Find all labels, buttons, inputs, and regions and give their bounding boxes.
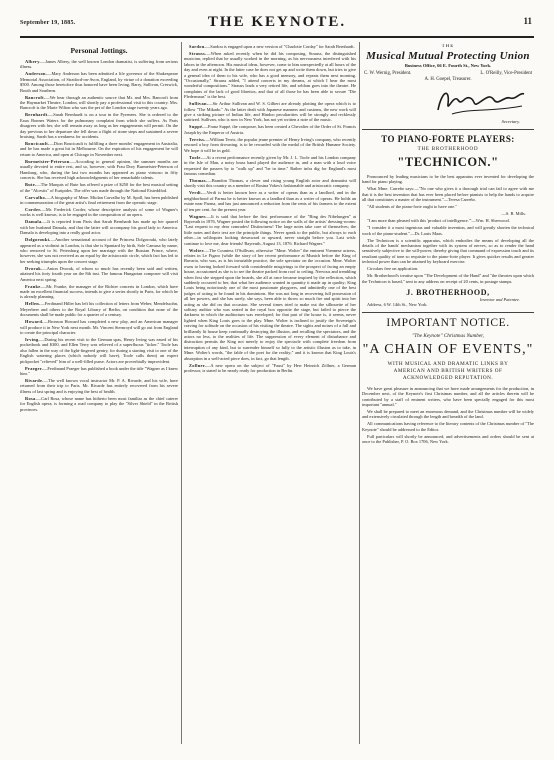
divider <box>362 312 534 313</box>
jotting-heading: Terriss. <box>189 136 206 142</box>
paragraph: Pronounced by leading musicians to be the best apparatus ever invented for developing the hand for piano playing. <box>362 174 534 185</box>
paragraph: We have great pleasure in announcing that we have made arrangements for the production, in December next, of the Keynote's first Christmas number, and all the articles therein will be contributed by a staff of eminent writers, who have been specially engaged for this most important "annual." <box>362 385 534 408</box>
jottings-list <box>184 44 356 374</box>
jotting-heading: Albery. <box>25 59 41 64</box>
officer-treasurer: A. H. Goepel, Treasurer. <box>424 77 472 82</box>
secretary-label: Secretary. <box>501 119 520 124</box>
jotting-heading: Strauss. <box>189 51 207 56</box>
jotting-body: —The Countess O'Sullivan, otherwise "Mme. Wolter" the eminent Viennese actress, relates in Le Figaro (while the story of her recent performance at Munich before the King of Bavaria, who was, as is his invariable practice, the sole spectator on the occasion. Mme. Wolter owns to having looked forward with considerable misgivings to the prospect of facing an empty house, accustomed as she is to see the theatre packed from roof to ceiling. Nervous and trembling when first she stepped upon the boards, she all at once became inspired by the reflection, which suddenly occurred to her, that what her audience wanted in quantity it made up in quality; King Louis being notoriously one of the most passionate playgoers, and admittedly one of the best judges of acting to be found in his dominions. She was not long in recovering full possession of all her powers, and she has rarely, she says, been able to throw so much fire and spirit into her acting as she did on that occasion. She several times tried to make out the silhouette of her solitary auditor who was seated in the royal box opposite the stage, but failed to pierce the darkness in which the auditorium was enveloped; for that part of the house is, it seems, never lighted when King Louis goes to the play. Mme. Wolter is inclined to justify the Sovereign's craving for solitude on the occasion of his visiting the theatre. The sights and noises of a full and brilliantly lit house keep continually destroying the illusion, and recalling the spectators, and the actors no less, to the realities of life. The suppression of every element of disturbance and distraction permits the King not merely to enjoy the spectacle with complete freedom from interruption of any kind, but to surrender himself so fully to the artistic illusion as to take, in Mme. Wolter's words, "the fable of the poet for the reality;" and it is known that King Louis's absorption in a well-acted piece does, in fact, go that length. <box>184 247 356 361</box>
jotting-body: —It is reported from Paris that Sarah Bernhardt has made up her quarrel with her husband Damala, and that the latter will accompany his good lady to America. Damala is developing into a really good actor. <box>20 219 178 236</box>
ad-the: THE <box>441 44 455 49</box>
jotting-body: —Brandon Thomas, a clever and rising young English actor and dramatist will shortly visit this country as a member of Rosina Vokes's fashionable and aristocratic company. <box>184 177 356 189</box>
jotting-body: —Sarah Bernhardt is on a tour in the Pyrenees. She is ordered to the Eaux Bonnes Waters for the pulmonary complaint from which she suffers. As Paris disagrees with her, she will remain away as long as her engagements will permit. On the day previous to her departure she fell down a flight of stone steps and sustained a severe bruising. Sarah has a weakness for accidents. <box>20 112 178 140</box>
brotherhood-label: THE BROTHERHOOD <box>417 147 479 152</box>
jotting-body: —Dion Boucicault is fulfilling a three months' engagement in Australia, and he has made a great hit in Melbourne. On the expiration of his engagement he will return to America, and open at Chicago in November next. <box>20 141 178 157</box>
caption-line: ACKNOWLEDGED REPUTATION. <box>402 375 494 382</box>
christmas-notice-copy <box>362 386 534 445</box>
jotting-heading: Bancroft. <box>25 94 46 100</box>
jotting-item <box>184 124 356 135</box>
officer-president: C. W. Wernig, President. <box>364 71 412 76</box>
page-header <box>20 12 534 34</box>
jotting-body: —It is said that before the first performance of the "Ring des Nibelungen" at Bayreuth in 1876, Wagner posted the following notice on the walls of the artists' dressing-rooms: "Last request to my dear comrades! Distinctness! The large notes take care of themselves; the little notes and their text are the principle things. Never speak to the public, but always to each other—in soliloquies looking downward or upward, never straight before you. Last wish: continue to love me, dear friends! Bayreuth, August 13, 1876. Richard Wagner." <box>184 213 356 246</box>
paragraph: All communications having reference to the literary contents of the Christmas number of "The Keynote" should be addressed to the Editor. <box>362 421 534 432</box>
inventor-role: Inventor and Patentee. <box>479 297 520 303</box>
jotting-item <box>184 214 356 246</box>
jotting-heading: Anderson. <box>25 71 48 77</box>
paragraph: "I consider it a most ingenious and valuable invention, and will greatly shorten the technical work of the piano-student."—Dr. Louis Maas. <box>362 225 534 236</box>
jotting-heading: Wolter. <box>189 247 205 253</box>
jotting-heading: Suppé. <box>189 124 204 130</box>
jotting-item <box>184 248 356 362</box>
jotting-item <box>184 178 356 189</box>
jotting-heading: Sardou. <box>189 44 206 49</box>
jotting-heading: Toole. <box>189 154 202 160</box>
union-name: Musical Mutual Protecting Union <box>366 50 530 62</box>
jotting-body: —We hear through an authentic source that Mr. and Mrs. Bancroft from the Haymarket Theatre, London, will shortly pay a professional visit to this country. Mrs. Bancroft is the Marie Wilton who was the pet of the London stage twenty years ago. <box>20 94 178 111</box>
officer-vice-president: L. O'Reilly, Vice-President <box>480 71 532 76</box>
caption-line: AMERICAN AND BRITISH WRITERS OF <box>393 368 503 375</box>
musical-links-caption <box>362 361 534 381</box>
christmas-number-label: "The Keynote" Christmas Number, <box>412 333 484 340</box>
jotting-item <box>20 284 178 300</box>
header-rule <box>20 36 534 38</box>
jotting-heading: Verdi. <box>189 190 203 196</box>
technicon-copy <box>362 174 534 210</box>
jotting-body: —According to general opinion, the summer months are usually devoted to entire rest, and so, however, with Frau Dory Burmeister-Peterson of Hamburg, who, during the last two months has appeared as piano virtuoso in fifty concerts. She has received high acknowledgments of her remarkable talents. <box>20 158 178 181</box>
paragraph: Full particulars will shortly be announced, and advertisements and orders should be sent at once to the Publisher, P. O. Box 1706, New York. <box>362 433 534 445</box>
jotting-heading: Thomas. <box>189 177 208 183</box>
jotting-item <box>184 101 356 123</box>
jotting-item <box>20 95 178 111</box>
jotting-item <box>184 44 356 49</box>
column-advertisements <box>362 44 534 744</box>
paragraph: We shall be prepared to meet an enormous demand, and the Christmas number will be widely and extensively circulated through the length and breadth of the land. <box>362 409 534 420</box>
jotting-item <box>20 195 178 206</box>
page-number: 11 <box>523 16 532 26</box>
jotting-heading: Franke. <box>25 283 42 289</box>
jotting-body: —The Marquis of Bute has offered a prize of $250 for the best musical setting of the "Alcestis" of Euripides. The offer was made through the National Eisteddfod. <box>20 182 178 193</box>
jotting-item <box>20 337 178 364</box>
column-jottings-continued <box>184 44 356 744</box>
jotting-body: —The well known vocal instructor Mr. P. A. Rivarde, and his wife, have returned from their trip to Paris. Mr. Rivarde has entirely recovered from his severe illness of last spring and is enjoying the best of health. <box>20 378 178 394</box>
jotting-item <box>20 219 178 235</box>
jotting-item <box>20 141 178 157</box>
jotting-item <box>20 378 178 394</box>
jotting-heading: Dvorak. <box>25 265 43 271</box>
paragraph: Mr. Brotherhood's treatise upon "The Development of the Hand" and "the theories upon which the Technicon is based," sent to any address on receipt of 20 cents, in postage stamps. <box>362 273 534 284</box>
jotting-item <box>184 51 356 100</box>
union-officers <box>362 71 534 76</box>
union-address: Business Office, 66 E. Fourth St., New York. <box>404 63 492 68</box>
chain-of-events-title: "A CHAIN OF EVENTS," <box>362 342 534 358</box>
jotting-item <box>20 59 178 70</box>
paragraph: "All students of the piano-forte ought to have one." <box>367 204 458 210</box>
caption-line: WITH MUSICAL AND DRAMATIC LINKS BY <box>387 361 509 368</box>
paragraph: The Technicon is a scientific apparatus, which embodies the means of developing all the details of the hands' mechanism together with its system of nerves, so as to render the hand sensitively subjective to the will-power, thereby giving that command of expression touch and its resultant quality of tone so requisite to the piano-forte player. It gives quicker results and greater technical power than can be attained by keyboard exercise. <box>362 237 534 265</box>
jotting-body: —Bronson Howard has completed a new play, and an American manager will produce it in New York next month. Mr. Vincent Sternroyd will go out from England to create the principal character. <box>20 319 178 335</box>
secretary-signature-block <box>362 84 534 124</box>
masthead-title: THE KEYNOTE. <box>207 14 347 30</box>
jotting-heading: Rosa. <box>25 395 37 401</box>
inventor-name: J. BROTHERHOOD, <box>406 288 490 298</box>
jotting-body: —Anton Dvorak, of whom so much has recently been said and written, attained his forty fourth year on the 8th inst. The famous Hungarian composer will visit America next spring. <box>20 265 178 282</box>
technicon-headline: TO PIANO-FORTE PLAYERS: <box>381 134 515 144</box>
jotting-body: —Mary Anderson has been admitted a life governor of the Shakespeare Memorial Association, of Stratford-on-Avon, England, by virtue of a donation exceeding $500. Among those heretofore thus honored have been Irving, Barry, Sullivan, Creswick, Booth and Southern. <box>20 71 178 93</box>
jotting-heading: Corder. <box>25 206 42 212</box>
union-advertisement <box>362 44 534 68</box>
jotting-body: —William Terris, the popular jeune premier of Henry Irving's company, who recently rescued a boy from drowning, is to be rewarded with the medal of the British Humane Society. We hope it will be in gold. <box>184 136 356 153</box>
divider <box>362 129 534 130</box>
technicon-title: "TECHNICON." <box>397 155 499 169</box>
jotting-body: —During his recent visit to the German spas, Henry Irving was eased of his pocketbook and $300, and Ellen Terry was relieved of a superfluous "ticker." Toole has also fallen in the way of the light-fingered gentry, for during a starting visit to one of the English watering places (which nobody will have), Toole calls them) an expert pickpocket "relieved" him of a well-filled purse. Actors are proverbially improvident. <box>20 337 178 364</box>
jotting-body: —Verdi is better known here as a writer of operas than as a landlord, and in the neighborhood of Parma he is better known as a landlord than as a writer of operas. He holds an estate near Parma, and has just announced a reduction from the rents of his farmers to the extent of ten per cent. for the present year. <box>184 190 356 212</box>
jotting-heading: Wagner. <box>189 213 207 219</box>
jotting-item <box>184 137 356 153</box>
jotting-item <box>184 190 356 212</box>
paragraph: What Mme. Carreño says:—"No one who gives it a thorough trial can fail to agree with me that it is the best invention that has ever been placed before pianists to help the hands to acquire all that constitutes a master of the instrument."—Teresa Carreño. <box>362 186 534 203</box>
jotting-item <box>20 237 178 264</box>
jotting-body: —A biography of Mme. Miolan Carvalho by M. Spoll, has been published in commemoration of the great artist's final retirement from the operatic stage. <box>20 194 178 205</box>
jotting-item <box>20 112 178 139</box>
jotting-heading: Boucicault. <box>25 141 50 147</box>
jotting-heading: Hellen. <box>25 301 41 307</box>
jotting-item <box>20 396 178 412</box>
jotting-body: —Ferdinand Praeger has published a book under the title "Wagner as I knew him." <box>20 365 178 377</box>
jotting-body: —Mr. Frederick Corder, whose descriptive analysis of some of Wagner's works is well known, is to be engaged in the composition of an opera. <box>20 206 178 218</box>
jotting-heading: Bute. <box>25 182 37 188</box>
jotting-heading: Irving. <box>25 337 40 342</box>
jotting-body: —Sardou is engaged upon a new version of "Charlotte Corday" for Sarah Bernhardt. <box>205 44 355 49</box>
jotting-heading: Burmeister-Peterson. <box>25 158 71 164</box>
jotting-body: —James Albery, the well known London dramatist, is suffering from serious illness. <box>20 59 178 70</box>
jotting-item <box>20 207 178 218</box>
jotting-body: —When asked recently when he did his composing, Strauss, the distinguished musician, replied that he usually worked in the morning, as his nervousness interfered with his labors in the afternoon. His musical ideas, however, come to him unexpectedly at all hours of the day and even at night. In the latter case he does not get up and write them down, but tries to give a general idea of them to his wife, who has a good memory, and repeats them next morning. "Occasionally," Strauss added, "I attend concerts in my dreams, at which I hear the most wonderful compositions." Strauss leads a very retired life, and seldom goes into the theatre. He complains of the lack of good librettos, and that of all those he has been able to secure "Die Fledermaus" is the best. <box>184 51 356 100</box>
jotting-body: —At a recent performance recently given by Mr. J. L. Toole and his London company in the Isle of Man, a noisy brass band played the audience in, and a man with a loud voice requested the passers by to "walk up" and "be in time." Rather infra dig for England's most famous comedian. <box>184 154 356 176</box>
jotting-heading: Sullivan. <box>189 101 209 107</box>
jotting-body: —Ferdinand Hiller has left his collection of letters from Weber, Mendelssohn, Meyerbeer and others to the Royal Library of Berlin, on condition that none of the documents shall be made public for a quarter of a century. <box>20 301 178 318</box>
jotting-heading: Rivarde. <box>25 378 44 384</box>
jotting-body: —Carl Rosa, whose name has hitherto been most familiar as the chief caterer for English opera, is forming a road company to play the "Silver Shield" in the British provinces. <box>20 395 178 412</box>
jotting-heading: Howard. <box>25 319 44 325</box>
jotting-heading: Damala. <box>25 219 43 225</box>
jotting-item <box>20 366 178 377</box>
column-divider <box>181 42 182 744</box>
column-divider <box>359 42 360 744</box>
jotting-body: —Mr. Franke, the manager of the Richter concerts in London, which have made an excellent financial success, intends to give a series shortly in Paris, for which he is already planning. <box>20 283 178 300</box>
technicon-copy-continued <box>362 218 534 284</box>
column-personal-jottings <box>20 44 178 744</box>
signature-flourish-icon <box>432 84 528 118</box>
paragraph: "I am more than pleased with this 'product of intelligence.'"—Wm. H. Sherwood. <box>367 218 510 224</box>
jotting-item <box>184 155 356 177</box>
jotting-heading: Zollner. <box>189 362 206 368</box>
jotting-heading: Carvalho. <box>25 194 47 200</box>
section-title: Personal Jottings. <box>70 46 128 55</box>
jotting-item <box>20 266 178 282</box>
jotting-heading: Praeger. <box>25 365 43 371</box>
jotting-item <box>20 319 178 335</box>
jotting-body: —A new opera on the subject of "Faust" by Herr Heinrich Zöllner, a German professor, is stated to be nearly ready for production in Berlin. <box>184 362 356 374</box>
testimonial-signature: —S. B. Mills. <box>501 211 526 217</box>
important-notice-title: IMPORTANT NOTICE. <box>386 317 510 330</box>
jotting-body: —Franz Suppé, the composer, has been created a Chevalier of the Order of St. Francis Joseph by the Emperor of Austria. <box>184 124 356 135</box>
jotting-body: —Another sensational account of the Princess Dolgorouki, who lately appeared as a violinist in London, is that she is Spaniard by birth, Sole Camusa by name, who removed to St. Petersburg upon her marriage with the Russian Prince, where, however, she was not received as an equal by the aristocratic circle, which fact has led to her seeking triumphs upon the concert stage. <box>20 237 178 264</box>
jotting-item <box>20 159 178 181</box>
jotting-item <box>20 182 178 193</box>
jotting-body: —Sir Arthur Sullivan and W. S. Gilbert are already plotting the opera which is to follow "The Mikado." As the latter dealt with Japanese manners and customs, the new work will give a striking picture of Indian life, and Hindoo peculiarities will be strongly and recklessly satirized. Sullivan, who is now in New York, has not yet written a note of the music. <box>184 101 356 123</box>
jotting-item <box>184 363 356 374</box>
jottings-list <box>20 59 178 412</box>
inventor-address: Address, 6 W. 14th St., New York. <box>367 302 428 308</box>
issue-date: September 19, 1885. <box>20 20 76 26</box>
paragraph: Circulars free on application. <box>367 266 419 272</box>
jotting-heading: Dolgorouki. <box>25 237 51 243</box>
jotting-heading: Bernhardt. <box>25 112 49 118</box>
jotting-item <box>20 71 178 93</box>
jotting-item <box>20 301 178 317</box>
